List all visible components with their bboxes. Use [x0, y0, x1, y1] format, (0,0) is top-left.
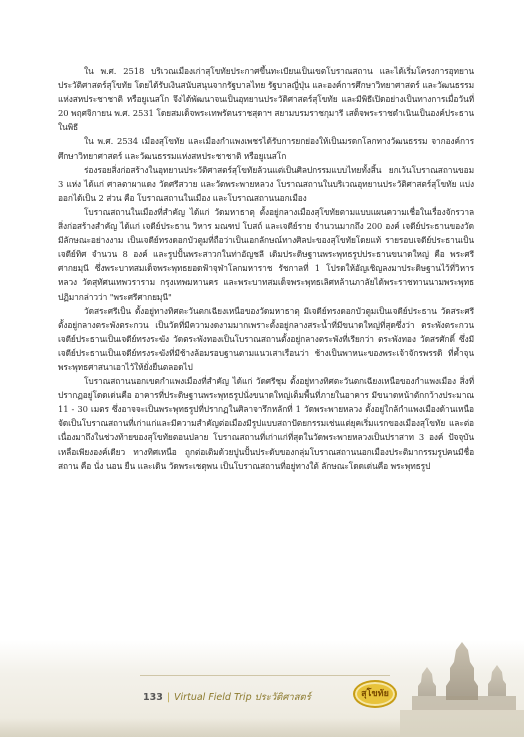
footer	[143, 690, 311, 705]
footer-divider	[140, 675, 390, 676]
footer-separator: |	[166, 692, 171, 703]
paragraph: ใน พ.ศ. 2534 เมืองสุโขทัย และเมืองกำแพงเพชรได้รับการยกย่องให้เป็นมรดกโลกทางวัฒนธรรม จากองค์การศึกษาวิทยาศาสตร์ และวัฒนธรรมแห่งสหประชาชาติ หรือยูเนสโก	[58, 136, 474, 161]
footer-ground	[0, 718, 524, 737]
paragraph: ร่องรอยสิ่งก่อสร้างในอุทยานประวัติศาสตร์สุโขทัยล้วนแต่เป็นศิลปกรรมแบบไทยทั้งสิ้น ยกเว้นโบราณสถานขอม 3 แห่ง ได้แก่ ศาลตาผาแดง วัดศรีสวาย และวัดพระพายหลวง โบราณสถานในบริเวณอุทยานประวัติศาสตร์สุโขทัย แบ่งออกได้เป็น 2 ส่วน คือ โบราณสถานในเมือง และโบราณสถานนอกเมือง	[58, 164, 474, 203]
series-title: Virtual Field Trip ประวัติศาสตร์	[174, 692, 311, 703]
sukhothai-logo	[353, 680, 397, 708]
paragraph: ใน พ.ศ. 2518 บริเวณเมืองเก่าสุโขทัยประกาศขึ้นทะเบียนเป็นเขตโบราณสถาน และได้เริ่มโครงการอุทยานประวัติศาสตร์สุโขทัย โดยได้รับเงินสนับสนุนจากรัฐบาลไทย รัฐบาลญี่ปุ่น และองค์การศึกษาวิทยาศาสตร์ และวัฒนธรรมแห่งสหประชาชาติ หรือยูเนสโก จึงได้พัฒนาจนเป็นอุทยานประวัติศาสตร์สุโขทัย และมีพิธีเปิดอย่างเป็นทางการเมื่อวันที่ 20 พฤศจิกายน พ.ศ. 2531 โดยสมเด็จพระเทพรัตนราชสุดาฯ สยามบรมราชกุมารี เสด็จพระราชดำเนินเป็นองค์ประธานในพิธี	[58, 66, 474, 133]
page-number: 133	[143, 692, 163, 703]
paragraph: โบราณสถานนอกเขตกำแพงเมืองที่สำคัญ ได้แก่ วัดศรีชุม ตั้งอยู่ทางทิศตะวันตกเฉียงเหนือของกำแพงเมือง สิ่งที่ปรากฏอยู่โดดเด่นคือ อาคารที่ประดิษฐานพระพุทธรูปนั่งขนาดใหญ่เต็มพื้นที่ภายในอาคาร มีขนาดหน้าตักกว้างประมาณ 11 - 30 เมตร ซึ่งอาจจะเป็นพระพุทธรูปที่ปรากฏในศิลาจารึกหลักที่ 1 วัดพระพายหลวง ตั้งอยู่ใกล้กำแพงเมืองด้านเหนือ จัดเป็นโบราณสถานที่เก่าแก่และมีความสำคัญต่อเมืองมีรูปแบบสถาปัตยกรรมเช่นแต่ยุคเริ่มแรกของเมืองสุโขทัย และต่อเนื่องมาถึงในช่วงท้ายของสุโขทัยตอนปลาย โบราณสถานที่เก่าแก่ที่สุดในวัดพระพายหลวงเป็นปราสาท 3 องค์ ปัจจุบันเหลือเพียงองค์เดียว ทางทิศเหนือ ถูกต่อเติมด้วยปูนปั้นประดับของกลุ่มโบราณสถานนอกเมืองประติมากรรมรูปคนมีชื่อสถาน คือ นั่ง นอน ยืน และเดิน วัดพระเชตุพน เป็นโบราณสถานที่อยู่ทางใต้ ลักษณะโดดเด่นคือ พระพุทธรูป	[58, 376, 474, 471]
paragraph: วัดสระศรีเป็น ตั้งอยู่ทางทิศตะวันตกเฉียงเหนือของวัดมหาธาตุ มีเจดีย์ทรงดอกบัวตูมเป็นเจดีย์ประธาน วัดสระศรี ตั้งอยู่กลางตระพังตระกวน เป็นวัดที่มีความงดงามมากเพราะตั้งอยู่กลางสระน้ำที่มีขนาดใหญ่ที่สุดซึ่งว่า ตระพังตระกวน เจดีย์ประธานเป็นเจดีย์ทรงระฆัง วัดตระพังทองเป็นโบราณสถานตั้งอยู่กลางตระพังที่เรียกว่า ตระพังทอง วัดสรศักดิ์ ซึ่งมีเจดีย์ประธานเป็นเจดีย์ทรงระฆังที่มีช้างล้อมรอบฐานตามแนวเสาเรือนว่า ช้างเป็นพาหนะของพระเจ้าจักรพรรดิ ที่ค้ำจุนพระพุทธศาสนาเอาไว้ให้ยั่งยืนตลอดไป	[58, 305, 474, 372]
paragraph: โบราณสถานในเมืองที่สำคัญ ได้แก่ วัดมหาธาตุ ตั้งอยู่กลางเมืองสุโขทัยตามแบบแผนความเชื่อในเรื่องจักรวาล สิ่งก่อสร้างสำคัญ ได้แก่ เจดีย์ประธาน วิหาร มณฑป โบสถ์ และเจดีย์ราย จำนวนมากถึง 200 องค์ เจดีย์ประธานของวัดมีลักษณะอย่างงาม เป็นเจดีย์ทรงดอกบัวตูมที่ถือว่าเป็นเอกลักษณ์ทางศิลปะของสุโขทัยโดยแท้ รายรอบเจดีย์ประธานเป็นเจดีย์ทิศ จำนวน 8 องค์ และรูปปั้นพระสาวกในท่าอัญชลี เดิมประดิษฐานพระพุทธรูปประธานขนาดใหญ่ คือ พระศรีศากยมุนี ซึ่งพระบาทสมเด็จพระพุทธยอดฟ้าจุฬาโลกมหาราช รัชกาลที่ 1 โปรดให้อัญเชิญลงมาประดิษฐานไว้ที่วิหารหลวง วัดสุทัศนเทพวราราม กรุงเทพมหานคร และพระบาทสมเด็จพระพุทธเลิศหล้านภาลัยได้พระราชทานนามพระพุทธปฏิมากล่าวว่า "พระศรีศากยมุนี"	[58, 206, 474, 302]
logo-label: สุโขทัย	[361, 689, 389, 699]
body-text	[58, 64, 474, 473]
